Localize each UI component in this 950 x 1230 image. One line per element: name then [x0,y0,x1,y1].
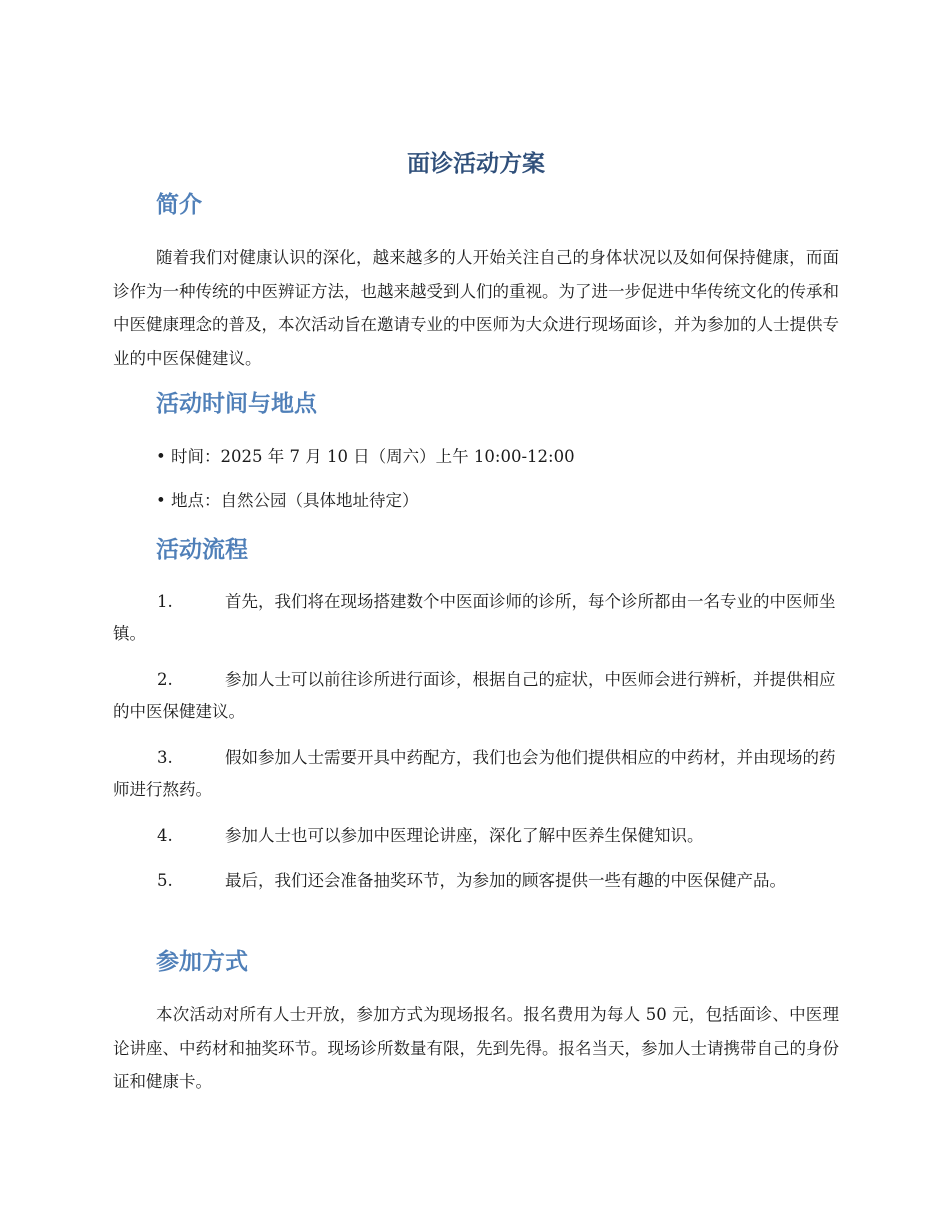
place-bullet: • 地点：自然公园（具体地址待定） [156,491,419,510]
step-number: 1. [157,592,173,611]
document-title: 面诊活动方案 [407,151,545,177]
join-paragraph: 本次活动对所有人士开放，参加方式为现场报名。报名费用为每人 50 元，包括面诊、中医理论讲座、中药材和抽奖环节。现场诊所数量有限，先到先得。报名当天，参加人士请携带自己的身份证和健康卡。 [113,1005,839,1091]
step-text: 参加人士可以前往诊所进行面诊，根据自己的症状，中医师会进行辨析，并提供相应的中医保健建议。 [113,670,836,721]
intro-paragraph: 随着我们对健康认识的深化，越来越多的人开始关注自己的身体状况以及如何保持健康，而面诊作为一种传统的中医辨证方法，也越来越受到人们的重视。为了进一步促进中华传统文化的传承和中医健康理念的普及，本次活动旨在邀请专业的中医师为大众进行现场面诊，并为参加的人士提供专业的中医保健建议。 [113,248,839,368]
step-text: 假如参加人士需要开具中药配方，我们也会为他们提供相应的中药材，并由现场的药师进行熬药。 [113,748,836,799]
step-number: 4. [157,826,173,845]
process-step [113,865,839,897]
step-number: 3. [157,748,173,767]
time-bullet: • 时间：2025 年 7 月 10 日（周六）上午 10:00-12:00 [156,447,575,466]
step-number: 5. [157,871,173,890]
step-number: 2. [157,670,173,689]
time-place-heading: 活动时间与地点 [156,391,317,417]
intro-heading: 简介 [156,192,202,218]
step-text: 首先，我们将在现场搭建数个中医面诊师的诊所，每个诊所都由一名专业的中医师坐镇。 [113,592,836,643]
process-step [113,820,839,852]
process-step [113,664,839,728]
join-heading: 参加方式 [156,949,248,975]
process-heading: 活动流程 [156,537,248,563]
process-step [113,586,839,650]
process-step [113,742,839,806]
step-text: 参加人士也可以参加中医理论讲座，深化了解中医养生保健知识。 [225,826,704,845]
step-text: 最后，我们还会准备抽奖环节，为参加的顾客提供一些有趣的中医保健产品。 [225,871,786,890]
